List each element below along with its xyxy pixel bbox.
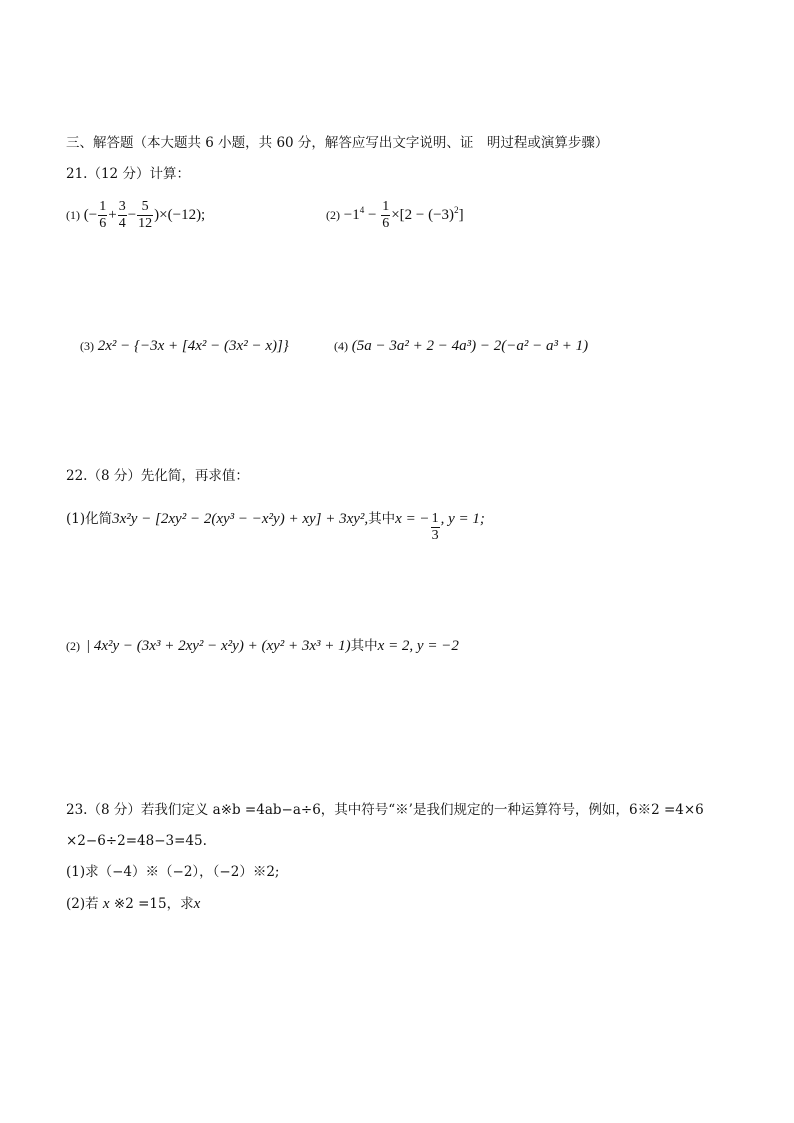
q23-part1: (1)求（−4）※（−2），（−2）※2;	[66, 864, 280, 880]
q22-header: 22.（8 分）先化简，再求值：	[66, 468, 249, 484]
q21-p2-exp2: 2	[454, 204, 459, 215]
q21-header: 21.（12 分）计算：	[66, 166, 190, 182]
q22-p2-vals: x = 2, y = −2	[377, 638, 459, 654]
q23-line2: ×2−6÷2=48−3=45.	[66, 833, 207, 849]
q21-p1-minus: −	[127, 206, 137, 223]
q21-p1-prefix: (−	[83, 206, 98, 223]
q22-p1-expr: 3x²y − [2xy² − 2(xy³ − −x²y) + xy] + 3xy²,	[112, 510, 369, 527]
q21-part2	[326, 199, 464, 232]
q21-p1-label: (1)	[66, 207, 80, 222]
q22-p2-expr: | 4x²y − (3x³ + 2xy² − x²y) + (xy² + 3x³ + 1)	[86, 638, 351, 654]
section-heading: 三、解答题（本大题共 6 小题，共 60 分，解答应写出文字说明、证 明过程或演算步骤）	[66, 135, 609, 151]
q23-p2-x1: x	[102, 896, 110, 912]
q21-part1	[66, 199, 205, 232]
q21-part4	[334, 339, 588, 354]
q22-p1-fraction: $\frac{1}{3}$	[431, 511, 439, 543]
q22-p1-x: x = −	[395, 510, 430, 527]
q23-p2-mid: ※2 =15，求	[113, 896, 194, 912]
q21-p4-label: (4)	[334, 339, 348, 353]
q21-p2-exp1: 4	[359, 204, 365, 215]
q21-part3	[80, 339, 289, 354]
q22-part2	[66, 639, 459, 654]
q21-p2-fraction: $\frac{1}{6}$	[382, 199, 390, 231]
q21-p1-fraction-3: $\frac{5}{12}$	[138, 199, 153, 231]
q21-p2-end: ]	[458, 206, 464, 223]
q23-line1: 23.（8 分）若我们定义 a※b =4ab−a÷6，其中符号“※’是我们规定的一种运算符号，例如，6※2 =4×6	[66, 802, 704, 818]
q22-p2-label: (2)	[66, 639, 80, 653]
q22-part1	[66, 503, 485, 543]
q21-p2-label: (2)	[326, 207, 340, 222]
q21-p1-fraction-1: $\frac{1}{6}$	[99, 199, 107, 231]
q21-p2-mid: ×[2 − (−3)	[391, 206, 455, 223]
q22-p1-y: , y = 1;	[440, 510, 485, 527]
q21-p1-suffix: )×(−12);	[154, 206, 206, 223]
q21-p1-plus: +	[108, 206, 117, 223]
q22-p2-where: 其中	[350, 638, 378, 654]
q23-p2-x2: x	[193, 896, 201, 912]
q22-p1-where: 其中	[368, 510, 396, 527]
q21-p2-prefix: −1	[343, 206, 360, 223]
q21-p2-minus: −	[364, 206, 381, 223]
q21-p1-fraction-2: $\frac{3}{4}$	[118, 199, 126, 231]
q21-p3-expr: 2x² − {−3x + [4x² − (3x² − x)]}	[97, 338, 289, 354]
q21-p3-label: (3)	[80, 339, 94, 353]
q21-p4-expr: (5a − 3a² + 2 − 4a³) − 2(−a² − a³ + 1)	[351, 338, 589, 354]
q23-p2-prefix: (2)若	[66, 896, 99, 912]
q22-p1-text: (1)化简	[66, 510, 113, 527]
q23-part2	[66, 897, 200, 912]
